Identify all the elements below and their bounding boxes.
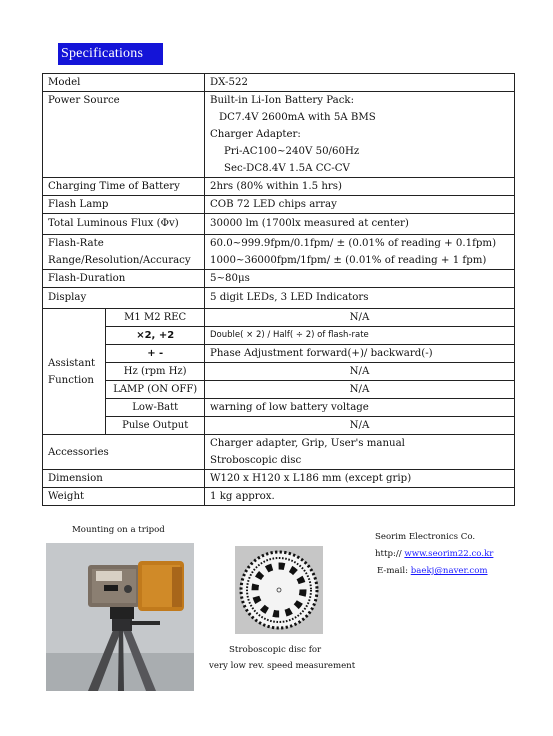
- accessories-line: Stroboscopic disc: [210, 455, 302, 466]
- table-row: [43, 363, 515, 381]
- table-row: [43, 417, 515, 435]
- table-row: [43, 214, 515, 235]
- power-value: [205, 92, 515, 178]
- power-line: DC7.4V 2600mA with 5A BMS: [219, 112, 376, 123]
- tripod-illustration-icon: [46, 543, 194, 691]
- weight-value: 1 kg approx.: [205, 488, 515, 506]
- assistant-key: ×2, +2: [106, 327, 205, 345]
- table-row: [43, 92, 515, 178]
- email-line: [377, 566, 488, 576]
- power-line: Pri-AC100~240V 50/60Hz: [224, 146, 360, 157]
- dimension-value: W120 x H120 x L186 mm (except grip): [205, 470, 515, 488]
- accessories-line: Charger adapter, Grip, User's manual: [210, 438, 405, 449]
- email-label: E-mail:: [377, 566, 411, 576]
- assistant-value: warning of low battery voltage: [205, 399, 515, 417]
- table-row: [43, 196, 515, 214]
- table-row: [43, 327, 515, 345]
- rate-value-line: 60.0~999.9fpm/0.1fpm/ ± (0.01% of reading + 0.1fpm): [210, 238, 497, 249]
- assistant-key: Hz (rpm Hz): [106, 363, 205, 381]
- rate-label-line: Range/Resolution/Accuracy: [48, 255, 191, 266]
- table-row: [43, 270, 515, 288]
- assistant-key: + -: [106, 345, 205, 363]
- table-row: [43, 235, 515, 270]
- table-row: [43, 399, 515, 417]
- assistant-value: N/A: [205, 381, 515, 399]
- assistant-key: Low-Batt: [106, 399, 205, 417]
- model-label: Model: [43, 74, 205, 92]
- dimension-label: Dimension: [43, 470, 205, 488]
- lamp-label: Flash Lamp: [43, 196, 205, 214]
- display-value: 5 digit LEDs, 3 LED Indicators: [205, 288, 515, 309]
- weight-label: Weight: [43, 488, 205, 506]
- website-line: [375, 549, 493, 559]
- company-name: Seorim Electronics Co.: [375, 532, 476, 542]
- charging-value: 2hrs (80% within 1.5 hrs): [205, 178, 515, 196]
- assistant-value: N/A: [205, 417, 515, 435]
- rate-value-line: 1000~36000fpm/1fpm/ ± (0.01% of reading + 1 fpm): [210, 255, 487, 266]
- page-heading: Specifications: [58, 43, 163, 65]
- assistant-label: [43, 309, 106, 435]
- specifications-table: [42, 73, 515, 506]
- duration-value: 5~80μs: [205, 270, 515, 288]
- table-row: [43, 488, 515, 506]
- rate-label-line: Flash-Rate: [48, 238, 104, 249]
- table-row: [43, 435, 515, 470]
- email-link[interactable]: baekj@naver.com: [410, 566, 488, 576]
- table-row: [43, 178, 515, 196]
- table-row: [43, 470, 515, 488]
- assistant-value: N/A: [205, 309, 515, 327]
- accessories-label: Accessories: [43, 435, 205, 470]
- rate-value: [205, 235, 515, 270]
- table-row: [43, 381, 515, 399]
- stroboscopic-disc-photo: [235, 546, 323, 634]
- assistant-value: Phase Adjustment forward(+)/ backward(-): [205, 345, 515, 363]
- model-value: DX-522: [205, 74, 515, 92]
- table-row: [43, 288, 515, 309]
- stroboscopic-disc-icon: [235, 546, 323, 634]
- display-label: Display: [43, 288, 205, 309]
- power-line: Built-in Li-Ion Battery Pack:: [210, 95, 355, 106]
- assistant-key: Pulse Output: [106, 417, 205, 435]
- charging-label: Charging Time of Battery: [43, 178, 205, 196]
- power-line: Charger Adapter:: [210, 129, 301, 140]
- assistant-value: Double( × 2) / Half( ÷ 2) of flash-rate: [205, 327, 515, 345]
- assistant-key: LAMP (ON OFF): [106, 381, 205, 399]
- table-row: [43, 345, 515, 363]
- website-link[interactable]: www.seorim22.co.kr: [404, 549, 494, 559]
- power-line: Sec-DC8.4V 1.5A CC-CV: [224, 163, 350, 174]
- assistant-value: N/A: [205, 363, 515, 381]
- tripod-caption: Mounting on a tripod: [72, 525, 165, 535]
- power-label: Power Source: [43, 92, 205, 178]
- lamp-value: COB 72 LED chips array: [205, 196, 515, 214]
- flux-label: Total Luminous Flux (Φv): [43, 214, 205, 235]
- assistant-label-line: Function: [48, 374, 94, 386]
- assistant-key: M1 M2 REC: [106, 309, 205, 327]
- assistant-label-line: Assistant: [48, 357, 96, 369]
- disc-caption-line1: Stroboscopic disc for: [229, 645, 322, 655]
- tripod-photo: [46, 543, 194, 691]
- duration-label: Flash-Duration: [43, 270, 205, 288]
- rate-label: [43, 235, 205, 270]
- disc-caption-line2: very low rev. speed measurement: [209, 661, 356, 671]
- website-label: http://: [375, 549, 405, 559]
- accessories-value: [205, 435, 515, 470]
- table-row: [43, 309, 515, 327]
- flux-value: 30000 lm (1700lx measured at center): [205, 214, 515, 235]
- table-row: [43, 74, 515, 92]
